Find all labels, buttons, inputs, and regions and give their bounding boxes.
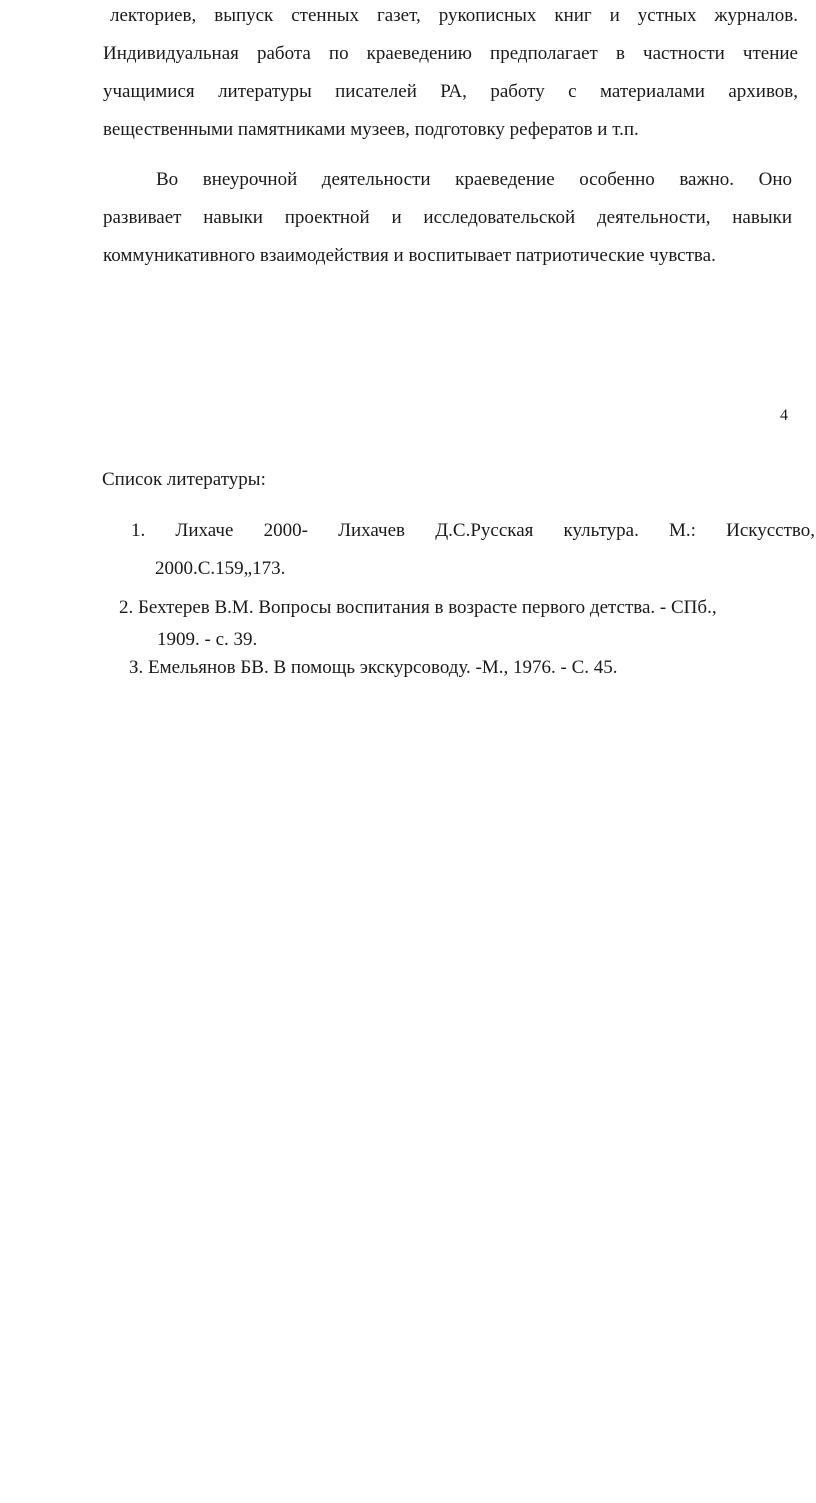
reference-line: 2000.С.159„173. xyxy=(155,558,286,579)
reference-line: 1909. - с. 39. xyxy=(157,629,258,650)
paragraph-line: Во внеурочной деятельности краеведение особенно важно. Оно xyxy=(156,169,792,190)
reference-line: З. Емельянов БВ. В помощь экскурсоводу. -М., 1976. - С. 45. xyxy=(129,657,618,678)
paragraph-line: лекториев, выпуск стенных газет, рукописных книг и устных журналов. xyxy=(110,5,798,26)
paragraph-line: вещественными памятниками музеев, подготовку рефератов и т.п. xyxy=(103,119,639,140)
reference-line: 1. Лихаче 2000- Лихачев Д.С.Русская культура. М.: Искусство, xyxy=(131,520,815,541)
paragraph-line: развивает навыки проектной и исследовательской деятельности, навыки xyxy=(103,207,792,228)
references-heading: Список литературы: xyxy=(102,469,266,490)
paragraph-line: Индивидуальная работа по краеведению предполагает в частности чтение xyxy=(103,43,798,64)
reference-line: 2. Бехтерев В.М. Вопросы воспитания в возрасте первого детства. - СПб., xyxy=(119,597,717,618)
page-number: 4 xyxy=(780,407,788,424)
paragraph-line: коммуникативного взаимодействия и воспитывает патриотические чувства. xyxy=(103,245,716,266)
paragraph-line: учащимися литературы писателей РА, работу с материалами архивов, xyxy=(103,81,798,102)
